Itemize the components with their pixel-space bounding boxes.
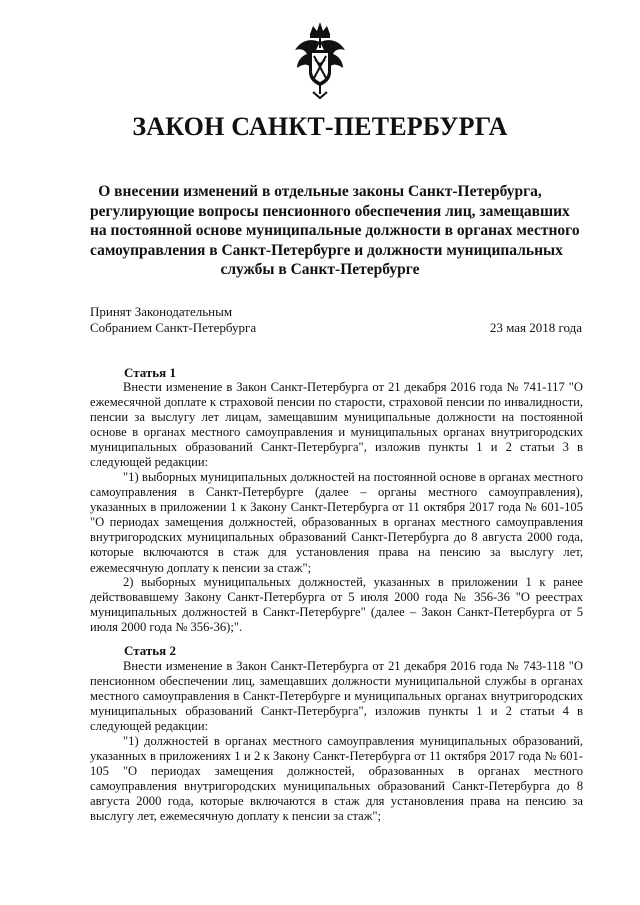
article-2-paragraph-1: Внести изменение в Закон Санкт-Петербурга от 21 декабря 2016 года № 743-118 "О пенсионном обеспечении лиц, замещавших должности муниципальной службы в органах местного самоуправления в Санкт-Петербурге и муниципальных органах внутригородских муниципальных образований Санкт-Петербурга", изложив пункты 1 и 2 статьи 4 в следующей редакции: xyxy=(90,659,583,734)
adopted-line: Принят Законодательным xyxy=(90,304,233,319)
adopted-line: Собранием Санкт-Петербурга xyxy=(90,320,257,335)
subtitle-line: службы в Санкт-Петербурге xyxy=(220,261,420,278)
article-1-paragraph-1: Внести изменение в Закон Санкт-Петербурга от 21 декабря 2016 года № 741-117 "О ежемесячной доплате к страховой пенсии по старости, страховой пенсии по инвалидности, пенсии за выслугу лет лицам, замещавшим муниципальные должности на постоянной основе в органах местного самоуправления и муниципальных органах внутригородских муниципальных образований Санкт-Петербурга", изложив пункты 1 и 2 статьи 3 в следующей редакции: xyxy=(90,380,583,470)
article-2-heading: Статья 2 xyxy=(124,643,176,658)
page-title: ЗАКОН САНКТ-ПЕТЕРБУРГА xyxy=(132,112,508,141)
adopted-by xyxy=(90,304,256,336)
subtitle-line: самоуправления в Санкт-Петербурге и должности муниципальных xyxy=(90,241,563,259)
article-2-paragraph-2: "1) должностей в органах местного самоуправления муниципальных образований, указанных в приложениях 1 и 2 к Закону Санкт-Петербурга от 11 октября 2017 года № 601-105 "О периодах замещения должностей, образованных в органах местного самоуправления внутригородских муниципальных образований Санкт-Петербурга до 8 августа 2000 года, которые включаются в стаж для установления права на пенсию за выслугу лет, ежемесячную доплату к пенсии за стаж"; xyxy=(90,734,583,824)
coat-of-arms-icon xyxy=(291,20,349,100)
subtitle-line: на постоянной основе муниципальные должности в органах местного xyxy=(90,222,580,239)
law-subtitle xyxy=(90,182,580,280)
article-1-paragraph-3: 2) выборных муниципальных должностей, указанных в приложении 1 к ранее действовавшему Закону Санкт-Петербурга от 5 июля 2000 года № 356-36 "О реестрах муниципальных должностей в Санкт-Петербурге" (далее – Закон Санкт-Петербурга от 5 июля 2000 года № 356-36);". xyxy=(90,575,583,635)
subtitle-line: О внесении изменений в отдельные законы Санкт-Петербурга, xyxy=(98,183,542,200)
subtitle-line: регулирующие вопросы пенсионного обеспечения лиц, замещавших xyxy=(90,202,570,220)
article-1-paragraph-2: "1) выборных муниципальных должностей на постоянной основе в органах местного самоуправления в Санкт-Петербурге (далее – органы местного самоуправления), указанных в приложении 1 к Закону Санкт-Петербурга от 11 октября 2017 года № 601-105 "О периодах замещения должностей, образованных в органах местного самоуправления внутригородских муниципальных образований Санкт-Петербурга до 8 августа 2000 года, которые включаются в стаж для установления права на пенсию за выслугу лет, ежемесячную доплату к пенсии за стаж"; xyxy=(90,470,583,575)
article-1-heading: Статья 1 xyxy=(124,365,176,380)
adoption-date: 23 мая 2018 года xyxy=(489,320,582,335)
